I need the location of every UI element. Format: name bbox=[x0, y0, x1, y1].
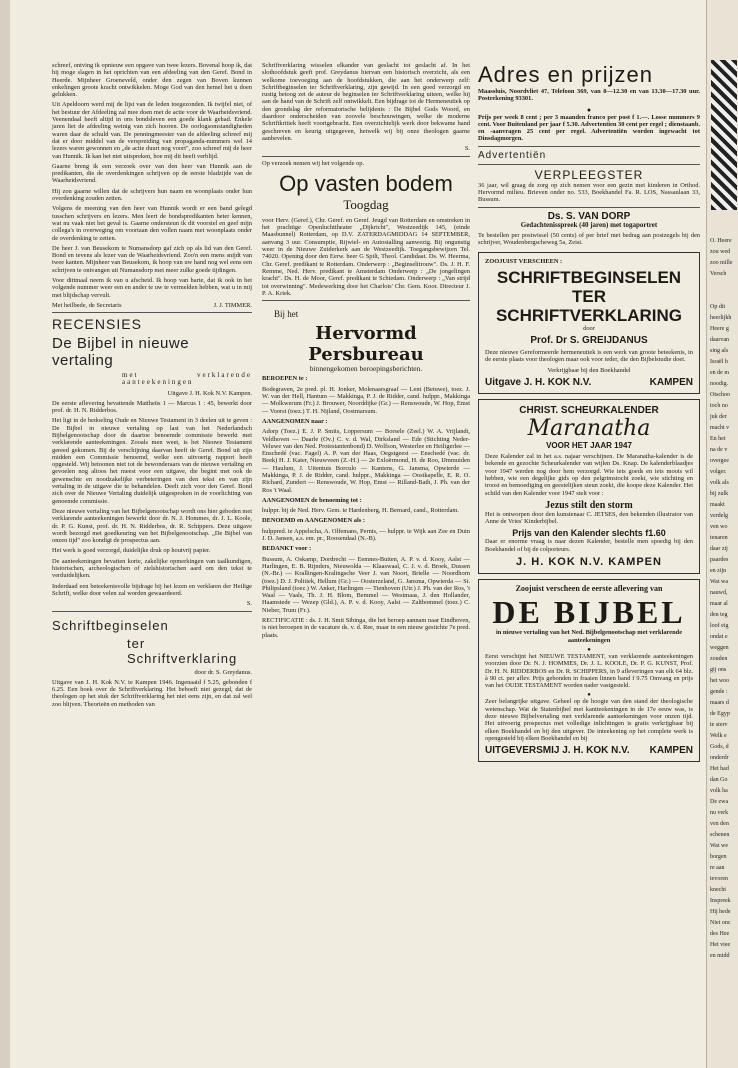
adjacent-page-word bbox=[710, 291, 738, 302]
bijbel-ad-text: Eerst verschijnt het NIEUWE TESTAMENT, van verklarende aanteekeningen voorzien door Dr. N. J. HOMMES, Dr. J. L. KOOLE, Dr. P. G. KUNST, Prof. Dr. H. N. RIDDERBOS en Dr. R. SCHIPPERS, in 9 afleveringen van elk 64 blz. à 90 ct. per aflev. Prijs gebonden in fraaien linnen band f 9.75 Omvang en prijs van het OUDE TESTAMENT worden nader vastgesteld. bbox=[485, 652, 693, 690]
section-heading-recensies: RECENSIES bbox=[52, 315, 142, 332]
adjacent-page-word: daar zij bbox=[710, 546, 728, 552]
adjacent-page-word: en zijn bbox=[710, 568, 727, 574]
adjacent-page-word: volk als bbox=[710, 480, 729, 486]
advertenties-heading: Advertentiën bbox=[478, 149, 547, 161]
adjacent-page-word: na de v bbox=[710, 447, 728, 453]
adjacent-page-word: en de m bbox=[710, 370, 729, 376]
persbureau-title: Hervormd Persbureau bbox=[308, 323, 424, 366]
schriftbeginselen-ad bbox=[478, 252, 700, 394]
adjacent-page-word: volk ha bbox=[710, 788, 728, 794]
adjacent-page-word: sing als bbox=[710, 348, 729, 354]
review-title-bijbel: De Bijbel in nieuwe vertaling bbox=[52, 334, 190, 369]
adjacent-page-word bbox=[710, 280, 738, 291]
jezus-text: Het is ontworpen door den kunstenaar C. JETSES, den bekenden illustrator van Anne de Vries' Kinderbijbel. bbox=[485, 510, 693, 526]
verpleegster-title: VERPLEEGSTER bbox=[534, 167, 644, 182]
review-paragraph: Deze nieuwe vertaling van het Bijbelgenootschap wordt ons hier geboden met verklarende aanteekeningen bewerkt door dr. N. J. Hommes, dr. J. L. Koole, dr. P. G. Kunst, prof. dr. H. N. Ridderbos, dr. R. Schippers. Deze uitgave wordt bezorgd met goedkeuring van het Bijbelgenootschap. „De Bijbel van onzen tijd" zoo kondigt de prospectus aan. bbox=[52, 507, 252, 545]
beroepen-text: Bodegraven, 2e pred. pl. H. Jonker, Molenaarsgraaf — Lent (Betuwe), toez. J. W. van der Hell, Hantum — Makkinga, P. J. de Ridder, cand. hulppr., Makkinga — Molkwerum (Fr.) J. Brouwer, Noorddijke (Gr.) — Renswoude, W. Hop, Emst — Voorst (toez.) T. H. Nijland, Oostmarsum. bbox=[262, 385, 470, 415]
adjacent-page-word: Het viee bbox=[710, 942, 731, 948]
adjacent-page-word: volger. bbox=[710, 469, 727, 475]
adjacent-page-word: Otschoo bbox=[710, 392, 730, 398]
adjacent-page-word: re aan bbox=[710, 865, 725, 871]
persbureau-pretitle: Bij het bbox=[274, 309, 299, 320]
adjacent-page-word: gij ons bbox=[710, 667, 727, 673]
toogdag-text: voor Herv. (Geref.), Chr. Geref. en Geref. Jeugd van Rotterdam en omstreken in het prachtige Openluchttheater „Dijkricht", Westzeedijk 145, (einde Maasbunnel) Rotterdam, op D.V. ZATERDAGMIDDAG 14 SEPTEMBER, aanvang 3 uur. Consumptie, Rijwiel- en Autostalling aanwezig. Bij ongunstig weer in de Nieuwe Zuiderkerk aan de Westzeedijk. Toegangsbewijzen Tel. 74020. Opening door den Eerw. heer G Spilt, Theol. Candidaat. Ds. W. Heerma, Chr. Geref. predikant te Rotterdam. Onderwerp : „Beginselitrouw". Ds. J. H. F. Remme, Ned. Herv. predikant te Amsterdam Onderwerp : „De jongelingen kracht". Ds. H. de Moor, Geref. predikant te Schiedam. Onderwerp : „Van strijd tot overwinning". Medewerking door het Charlois' Chr. Gem. Koor. Directeur J. P. A. Kriek. bbox=[262, 216, 470, 297]
schriftbeginselen-ad-title: SCHRIFTBEGINSELEN TER SCHRIFTVERKLARING bbox=[495, 267, 683, 325]
author-name: Prof. Dr S. GREIJDANUS bbox=[530, 335, 648, 347]
adjacent-page-word: daarvan bbox=[710, 337, 729, 343]
bullet-divider: ● bbox=[587, 646, 591, 653]
jaar-label: VOOR HET JAAR 1947 bbox=[546, 441, 632, 451]
adjacent-page-word: paardes bbox=[710, 557, 729, 563]
adjacent-page-word: heerlijkh bbox=[710, 315, 732, 321]
de-bijbel-title: DE BIJBEL bbox=[492, 594, 686, 631]
adjacent-page-word: O. Heere bbox=[710, 238, 732, 244]
review-continuation: Schriftverklaring wisselen elkander van geslacht tot geslacht af. In het slothoofdstuk geeft prof. Greydanus hiervan een historisch overzicht, als een welkome toevoeging aan de hoofdstukken, die aan het onderwerp zelf: Schriftbeginselen ter Schriftverklaring, zijn gewijd. In een goed verzorgd en rustig betoog zet de auteur de beginselen ter Schriftverklaring uiteen, welke hij aan de hand van de Schrift zelf ontwikkelt. Een bijdrage tot de Hermeneutiek op den grondslag der reformatorische belijdenis : De Bijbel Gods Woord, en daardoor onderscheiden van zoovele beschouwingen, welke de moderne Schriftkritiek heeft voortgebracht. Een overzichtelijk werk door bekwame hand geschreven en keurig uitgegeven, hetwelk wij bij onze theologen gaarne aanbevelen. bbox=[262, 62, 470, 142]
verkrijgbaar-label: Verkrijgbaar bij den Boekhandel bbox=[547, 366, 631, 374]
adjacent-page-word: onderdr bbox=[710, 755, 729, 761]
adjacent-page-word: Niet onc bbox=[710, 920, 731, 926]
scheurkalender-text: Deze Kalender zal in het a.s. najaar verschijnen. De Maranatha-kalender is de bekende en gezochte Scheurkalender van wijlen Ds. Knap. De kalenderblaadjes voor 1947 werden nog door hem verzorgd. Wie iets goeds en iets moois wil hebben, wie een degelijke gids op den pelgrimstocht zoekt, wie stichting en troost en bemoediging en geestelijken steun zoekt, die koope deze Kalender. Het schild van den Kalender voor 1947 stelt voor : bbox=[485, 453, 693, 497]
aangenomen-heading: AANGENOMEN naar : bbox=[262, 417, 328, 425]
maranatha-title: Maranatha bbox=[527, 416, 651, 442]
divider bbox=[52, 312, 252, 313]
secretary-signature bbox=[52, 302, 252, 309]
review-author: door dr. S. Greydanus. bbox=[194, 668, 252, 676]
adjacent-page-word: Hij hede bbox=[710, 909, 731, 915]
aangenomen-benoeming-text: hulppr. bij de Ned. Herv. Gem. te Hardenberg, H. Bernard, cand., Rotterdam. bbox=[262, 507, 459, 515]
page-gutter bbox=[0, 0, 10, 1068]
zoojuist-aflevering: Zoojuist verscheen de eerste aflevering van bbox=[515, 584, 663, 594]
review-subtitle-schriftverklaring: ter Schriftverklaring bbox=[127, 635, 238, 666]
adjacent-page-word: ven den bbox=[710, 821, 729, 827]
kalender-prijs-text: Daar er enorme vraag is naar dezen Kalender, bestelle men spoedig bij den Boekhandel of bij de colporteurs. bbox=[485, 538, 693, 553]
publisher-name: Uitgave J. H. KOK N.V. bbox=[485, 377, 592, 389]
scheurkalender-title: CHRIST. SCHEURKALENDER bbox=[519, 405, 659, 417]
adjacent-page-word: noodig. bbox=[710, 381, 729, 387]
column-1 bbox=[52, 62, 252, 711]
divider bbox=[52, 611, 252, 612]
schriftbeginselen-ad-text: Deze nieuwe Gereformeerde hermeneutiek is een werk van groote beteekenis, in de eerste plaats voor theologen maar ook voor ieder, die den Bijbelstudie doet. bbox=[485, 349, 693, 364]
kalender-prijs: Prijs van den Kalender slechts f1.60 bbox=[512, 528, 666, 539]
bedankt-heading: BEDANKT voor : bbox=[262, 545, 312, 553]
review-paragraph: Uitgave van J. H. Kok N.V. te Kampen 1946. Ingenaaid f 5.25, gebonden f 6.25. Een boek over de Schriftverklaring. Het behoeft niet gezegd, dat de theologen op het stuk der Schriftverklaring het niet eens zijn, en dat zal wel zoo blijven. Theorieën en methoden van bbox=[52, 678, 252, 708]
adjacent-page-word: ondat e bbox=[710, 634, 728, 640]
divider bbox=[262, 300, 470, 301]
benoemd-heading: DENOEMD en AANGENOMEN als : bbox=[262, 517, 365, 525]
review-paragraph: De eerste aflevering bevattende Mattheüs 1 — Marcus 1 : 45, bewerkt door prof. dr. H. N. Ridderbos. bbox=[52, 399, 252, 415]
adjacent-page-word: Wat wa bbox=[710, 579, 729, 585]
bullet-divider: ● bbox=[586, 105, 592, 114]
intro-paragraph: De heer J. van Beusekom te Numansdorp gaf zich op als lid van den Geref. Bond en tevens als lezer van de Waarheidsvriend. Zoo'n een mens snijdt van twee kanten. Mijnheer van Beusekom, ik hoop van uw hand nog wel eens een schrijven te ontvangen uit Numansdorp met meer zulke goede tijdingen. bbox=[52, 244, 252, 274]
prijs-text: Prijs per week 8 cent ; per 3 maanden franco per post f 1.—. Losse nummers 9 cent. Voor Buitenland per jaar f 5.30. Advertentien 30 cent per regel ; dienstaanb. en -aanvragen 25 cent per regel. Advertentiën worden ingewacht tot Dinsdagmorgen. bbox=[478, 113, 700, 143]
adjacent-page-word: Het had bbox=[710, 766, 729, 772]
review-paragraph: De aanteekeningen bevatten korte, zakelijke opmerkingen van taalkundigen, historischen, archeologischen of zielshistorischen aard om den tekst te verduidelijken. bbox=[52, 557, 252, 580]
adjacent-page-word: Welk e bbox=[710, 733, 727, 739]
divider bbox=[478, 164, 700, 165]
intro-paragraph: Hij zou gaarne willen dat de schrijvers hun naam en woonplaats onder hun overdenking zouden zetten. bbox=[52, 187, 252, 203]
adjacent-page-word: Gods, d bbox=[710, 744, 729, 750]
bullet-divider: ● bbox=[587, 692, 591, 699]
persbureau-subtitle: binnengekomen beroepingsberichten. bbox=[309, 364, 423, 374]
bedankt-text: Bussum, A. Oskamp, Dordrecht — Eemnes-Buiten, A. P. v. d. Kooy, Aalst — Harlingen, E. B. Rijnders, Nieuwolda — Klaaswaal, C. J. v. d. Broek, Dussen (N.-Br.) — Krallingen-Kralingsche Veer J. van Noort, Brielle — Noordhorn (toez.) D. J. Politiek, Hellum (Gr.) — Oosterzeland, G. Jansma, Opwierda — St. Philipsland (toez.) W. Anker, Harlingen — Tienhoven (Utr.) J. Ph. van der Ros, 't Waal — Vaals, Th. J. H. Blom, Bemmel — Westmaas, J. den Hollander, Haamstede — Wezep (Gld.), A. P. v. d. Kooy, Aalst — Zaltbommel (toez.) C. Nieber, Trum (Fr.). bbox=[262, 555, 470, 614]
signature-name: J. J. TIMMER. bbox=[213, 301, 252, 309]
scheurkalender-ad bbox=[478, 399, 700, 574]
adjacent-page-word: zou wed bbox=[710, 249, 731, 255]
adjacent-page-word: nauwd, bbox=[710, 590, 728, 596]
bijbel-ad-subtitle: in nieuwe vertaling van het Ned. Bijbelgenootschap met verklarende aanteekeningen bbox=[495, 629, 683, 644]
dorp-text: Te bestellen per postwissel (50 cents) of per brief met bedrag aan postzegels bij den schrijver, Woudenbergscheweg 5a, Zeist. bbox=[478, 231, 700, 247]
adjacent-page-word: schenen bbox=[710, 832, 730, 838]
adjacent-page-word: borgen bbox=[710, 854, 727, 860]
adjacent-page-word: het woo bbox=[710, 678, 730, 684]
intro-paragraph: Volgens de meening van den heer van Hunnik wordt er een band gelegd tusschen schrijvers en lezers. Men leert de bondspredikanten beter kennen, wat nu vaak niet het geval is. Gaarne ondersteun ik dit voorstel en geef mijn collega's in overweging om voortaan den vollen naam met woonplaats onder de overdenking te zetten. bbox=[52, 205, 252, 242]
adjacent-page-word: dan Go bbox=[710, 777, 728, 783]
signature-greeting: Met heilbede, de Secretaris bbox=[52, 301, 122, 309]
adjacent-page-word: knecht bbox=[710, 887, 726, 893]
adjacent-page-word: toch no bbox=[710, 403, 728, 409]
adjacent-page-word: Israël h bbox=[710, 359, 728, 365]
toogdag-subtitle: Toogdag bbox=[343, 196, 389, 212]
review-paragraph: Het ligt in de bedoeling Oude en Nieuwe Testament in 3 deelen uit te geven : De Bijbel in nieuwe vertaling op last van het Nederlandsch Bijbelgenootschap door de daartoe benoemde commissie bewerkt met verklarende aanteekeningen. Zooals men weet, is het Nieuwe Testament gereed gekomen. Bij de verschijning daarvan heeft de Geref. Bond uit zijn midden een Commissie benoemd, welke een uitvoerig rapport heeft opgesteld. Wij betoonen niet tot de bewonderaars van de nieuwe vertaling en gevoelen nog altoos het meest voor een uitgave, die begint met ook de gewenschte en noodzakelijke verbeteringen van den tekst en van zijn vertaling in de uitgave die te behandelen. Deelt zich voor den Geref. Bond zich over de Nieuwe Vertaling duidelijk uitgesproken in de voorlichting van genoemde commissie. bbox=[52, 417, 252, 505]
divider bbox=[478, 146, 700, 147]
adjacent-page-illustration bbox=[711, 60, 737, 210]
adjacent-page-word: Wat we bbox=[710, 843, 729, 849]
bijbel-ad-text-2: Zeer belangrijke uitgave. Geheel op de hoogte van den stand der theologische wetenschap. Wat de Statenbijbel met kantteekeningen in de 17e eeuw was, is deze nieuwe Bijbelvertaling met verklarende aanteekeningen voor onzen tijd. Het uitvoerig prospectus met volledige inlichtingen is gratis verkrijgbaar bij elken Boekhandel en bij den uitgever. De inteekening op het complete werk is opengesteld bij elken Boekhandel en bij bbox=[485, 698, 693, 742]
adjacent-page-text bbox=[707, 214, 738, 962]
adjacent-page-word: Op dit bbox=[710, 304, 726, 310]
bijbel-publisher-line bbox=[485, 745, 693, 756]
aangenomen-text: Adorp (Toez.) E. J. P. Smits, Loppersum — Borsele (Zeel.) W. A. Vrijlandt, Veldhoven — Daarle (Ov.) C. v. d. Wal, Dirksland — Ede (Stichting Neder-Veluwe van den Ned. Protestantenbond) D. Wolfson, Westerlee en Heiligerlee — Enschedé (vac. Fagel) A. P. van der Haas, Oegstgeest — Enschedé (vac. dr. Beek) H. J. Kater, Nieuwveen (Z.-H.) — 2e Exloërmond, H. de Roo, IJmmuiden — Haulum, J. Uitentuis Borculo — Kantens, G. Jansma, Opwierde — Makkinga, P. J. de Ridder, cand. hulppr., Makkinga — Oostkapelle, E. R. O. Richard, Zundert — Renswoude, W. Hop, Emst — Rilland-Bath, J. Ph. van der Ros 't Waal. bbox=[262, 428, 470, 494]
jezus-title: Jezus stilt den storm bbox=[545, 499, 633, 511]
adjacent-page-word: des Hee bbox=[710, 931, 730, 937]
intro-paragraph: Voor dittmaal neem ik van u afscheid. Ik hoop van harte, dat ik ook in het volgende nummer weer een en ander te uw te vermelden hebben, wat u in mij met blijdschap vervult. bbox=[52, 277, 252, 299]
request-note: Op verzoek nemen wij het volgende op. bbox=[262, 159, 365, 167]
adjacent-page-word: Heere g bbox=[710, 326, 729, 332]
adjacent-page-word: maakt bbox=[710, 502, 725, 508]
toogdag-title: Op vasten bodem bbox=[279, 170, 453, 196]
column-2 bbox=[262, 62, 470, 642]
door-label: door bbox=[583, 324, 595, 332]
intro-paragraph: Gaarne breng ik een verzoek over van den heer van Hunnik aan de predikanten, die de overdenkingen schrijven op de eerste bladzijde van de Waarheidsvriend. bbox=[52, 162, 252, 185]
adjacent-page-word: te sterv bbox=[710, 722, 728, 728]
adjacent-page-word: weggen bbox=[710, 645, 729, 651]
adres-text: Maassluis, Noordvliet 47, Telefoon 369, van 8—12.30 en van 13.30—17.30 uur. Postrekening 93301. bbox=[478, 88, 700, 103]
publisher-line bbox=[485, 377, 693, 388]
adjacent-page-word: loof eig bbox=[710, 623, 729, 629]
adjacent-page-word: De zwa bbox=[710, 799, 729, 805]
bijbel-ad bbox=[478, 579, 700, 762]
dorp-title: Ds. S. VAN DORP bbox=[547, 210, 631, 222]
review-title-schriftbeginselen: Schriftbeginselen bbox=[52, 617, 169, 633]
adjacent-page-word: tevoren bbox=[710, 876, 728, 882]
adjacent-page-word: gende : bbox=[710, 689, 728, 695]
adjacent-page-word: En het bbox=[710, 436, 726, 442]
intro-paragraph: schreef, ontving ik opnieuw een opgave van twee lezers. Bovenal hoop ik, dat hij moge slagen in het oprichten van een afdeeling van den Geref. Bond in Heerde. Mijnheer Groeneveld, onder den zegen van Boven kunnen enkelingen groote kracht ontwikkelen. Moge God van den hemel het u doen gelukken. bbox=[52, 62, 252, 99]
adjacent-page-word: den teg bbox=[710, 612, 728, 618]
publisher-city: KAMPEN bbox=[649, 377, 693, 389]
review-signature: S. bbox=[464, 145, 470, 153]
adjacent-page-word: bij zulk bbox=[710, 491, 729, 497]
adjacent-page-word: juk der bbox=[710, 414, 727, 420]
adjacent-page-word: overgee bbox=[710, 458, 729, 464]
adjacent-page-word: macht v bbox=[710, 425, 730, 431]
kalender-publisher: J. H. KOK N.V. KAMPEN bbox=[516, 556, 662, 569]
adjacent-page-edge bbox=[706, 0, 738, 1068]
dorp-subtitle: Gedachtenisspreek (40 jaren) met togaportret bbox=[520, 220, 658, 229]
adjacent-page-word: zouden bbox=[710, 656, 728, 662]
adjacent-page-word bbox=[710, 225, 738, 236]
zoojuist-label: ZOOJUIST VERSCHEEN : bbox=[485, 257, 563, 265]
adjacent-page-word: maars d bbox=[710, 700, 729, 706]
adjacent-page-word: Versch bbox=[710, 271, 727, 277]
aangenomen-benoeming-heading: AANGENOMEN de benoeming tot : bbox=[262, 496, 362, 504]
bijbel-publisher-name: UITGEVERSMIJ J. H. KOK N.V. bbox=[485, 745, 630, 757]
adjacent-page-word: nu verk bbox=[710, 810, 729, 816]
adjacent-page-word: Inspreek bbox=[710, 898, 731, 904]
review-signature: S. bbox=[246, 600, 252, 608]
adjacent-page-word: maar al bbox=[710, 601, 728, 607]
column-3 bbox=[478, 62, 700, 767]
adjacent-page-word: zoo mille bbox=[710, 260, 733, 266]
beroepen-heading: BEROEPEN te : bbox=[262, 375, 308, 383]
adjacent-page-word: ven wo bbox=[710, 524, 728, 530]
adjacent-page-word: verdelg bbox=[710, 513, 728, 519]
bijbel-publisher-city: KAMPEN bbox=[649, 745, 693, 757]
adjacent-page-word: tenaren bbox=[710, 535, 728, 541]
divider bbox=[478, 207, 700, 208]
review-paragraph: Het werk is goed verzorgd, duidelijke druk op houtvrij papier. bbox=[52, 547, 211, 555]
benoemd-text: hulppred. te Appelscha, A. Olfemans, Pernis, — hulppr. te Wijk aan Zee en Duin J. D. Jansen, a.s. em. pr., Roosendaal (N.-B). bbox=[262, 527, 470, 543]
review-publisher: Uitgave J. H. Kok N.V. Kampen. bbox=[167, 389, 252, 397]
review-subtitle: met verklarende aanteekeningen bbox=[122, 370, 252, 387]
review-paragraph: Inderdaad een beteekenisvolle bijdrage bij het lezen en verklaren der Heilige Schrift, welke door velen zal worden gewaardeerd. bbox=[52, 582, 252, 597]
intro-paragraph: Uit Apeldoorn werd mij de lijst van de leden toegezonden. Ik twijfel niet, of het bestuur der Afdeeling zal mee doen met de actie voor de Waarheidsvriend. Veenendaal heeft altijd in ons bondsleven een goede klank gehad. Enkele jaren liet de afdeeling weinig van zich hooren. De oorlogsomstandigheden waren daar de schuld van. De penningmeester van de afdeeling schreef mij dat er door middel van de verspreiding van propaganda-nummers wel 14 lezers waren gewonnen en „de actie duurt nog voort", zoo schreef mij de heer van Hunnik. Ik kan het niet uitspreken, hoe mij dit heeft verblijd. bbox=[52, 101, 252, 160]
adjacent-page-word bbox=[710, 214, 738, 225]
adres-title: Adres en prijzen bbox=[478, 62, 653, 87]
verpleegster-text: 36 jaar, wil graag de zorg op zich nemen voor een gezin met kinderen in Orthod. Hervormd milieu. Brieven onder no. 533, Boekhandel Fa. R. LOS, Nassaulaan 33, Bussum. bbox=[478, 181, 700, 204]
adjacent-page-word: en midd bbox=[710, 953, 730, 959]
divider bbox=[262, 156, 470, 157]
adjacent-page-word: de Egyp bbox=[710, 711, 730, 717]
rectificatie-text: RECTIFICATIE : ds. J. H. Smit Sibinga, die het beroep aannam naar Eindhoven, is niet beroepen in de vacature ds. v. d. Ree, maar in een nieuw gestichte 7e pred. plaats. bbox=[262, 617, 470, 639]
